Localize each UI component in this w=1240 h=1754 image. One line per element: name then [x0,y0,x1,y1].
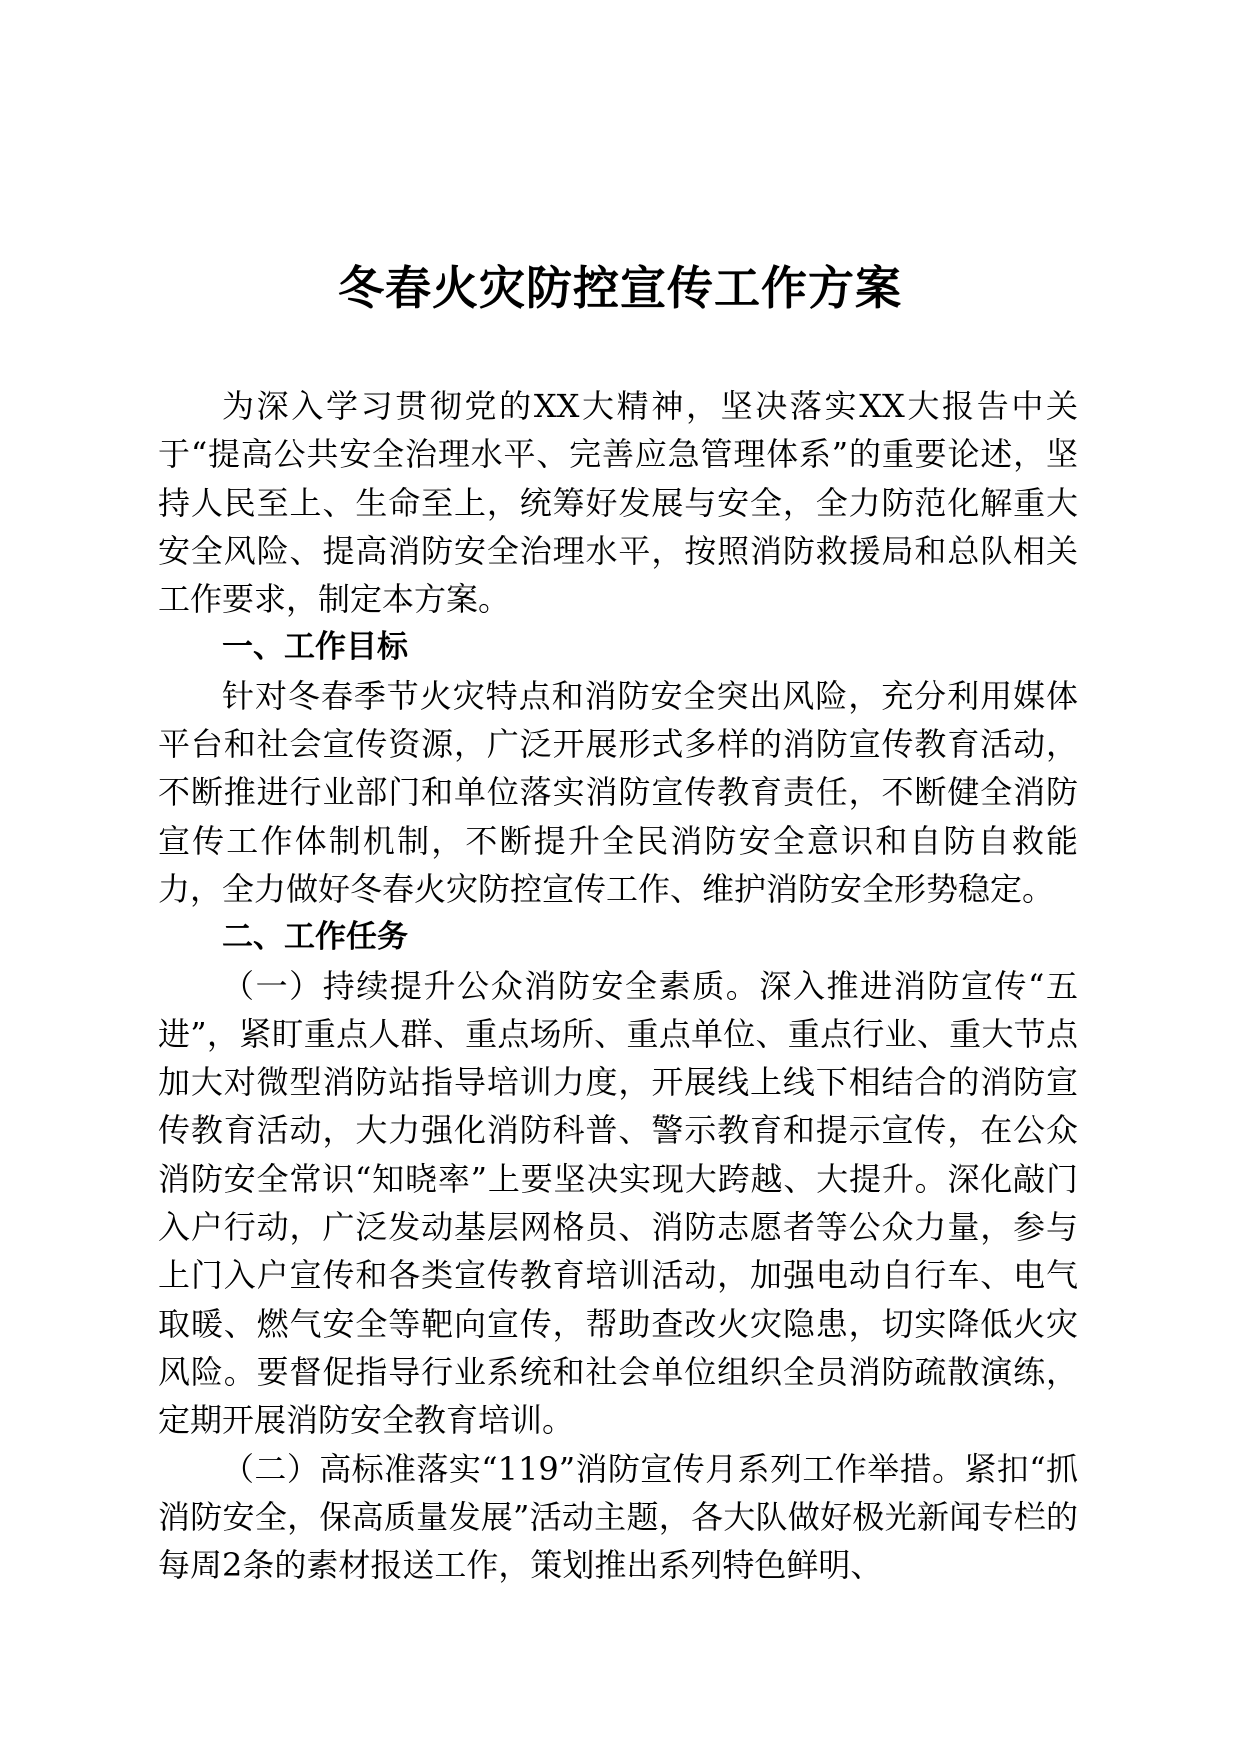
section-heading-goals: 一、工作目标 [222,629,408,666]
task-paragraph-1: （一）持续提升公众消防安全素质。深入推进消防宣传“五进”，紧盯重点人群、重点场所、重点单位、重点行业、重大节点加大对微型消防站指导培训力度，开展线上线下相结合的消防宣传教育活动，大力强化消防科普、警示教育和提示宣传，在公众消防安全常识“知晓率”上要坚决实现大跨越、大提升。深化敲门入户行动，广泛发动基层网格员、消防志愿者等公众力量，参与上门入户宣传和各类宣传教育培训活动，加强电动自行车、电气取暖、燃气安全等靶向宣传，帮助查改火灾隐患，切实降低火灾风险。要督促指导行业系统和社会单位组织全员消防疏散演练，定期开展消防安全教育培训。 [158,966,1078,1440]
document-title: 冬春火灾防控宣传工作方案 [338,261,902,315]
document-body [158,382,1078,1589]
intro-paragraph: 为深入学习贯彻党的XX大精神，坚决落实XX大报告中关于“提高公共安全治理水平、完善应急管理体系”的重要论述，坚持人民至上、生命至上，统筹好发展与安全，全力防范化解重大安全风险、提高消防安全治理水平，按照消防救援局和总队相关工作要求，制定本方案。 [158,387,1078,619]
goals-paragraph: 针对冬春季节火灾特点和消防安全突出风险，充分利用媒体平台和社会宣传资源，广泛开展形式多样的消防宣传教育活动，不断推进行业部门和单位落实消防宣传教育责任，不断健全消防宣传工作体制机制，不断提升全民消防安全意识和自防自救能力，全力做好冬春火灾防控宣传工作、维护消防安全形势稳定。 [158,676,1078,908]
task-paragraph-2: （二）高标准落实“119”消防宣传月系列工作举措。紧扣“抓消防安全，保高质量发展”活动主题，各大队做好极光新闻专栏的每周2条的素材报送工作，策划推出系列特色鲜明、 [158,1449,1078,1585]
section-heading-tasks: 二、工作任务 [222,919,408,956]
